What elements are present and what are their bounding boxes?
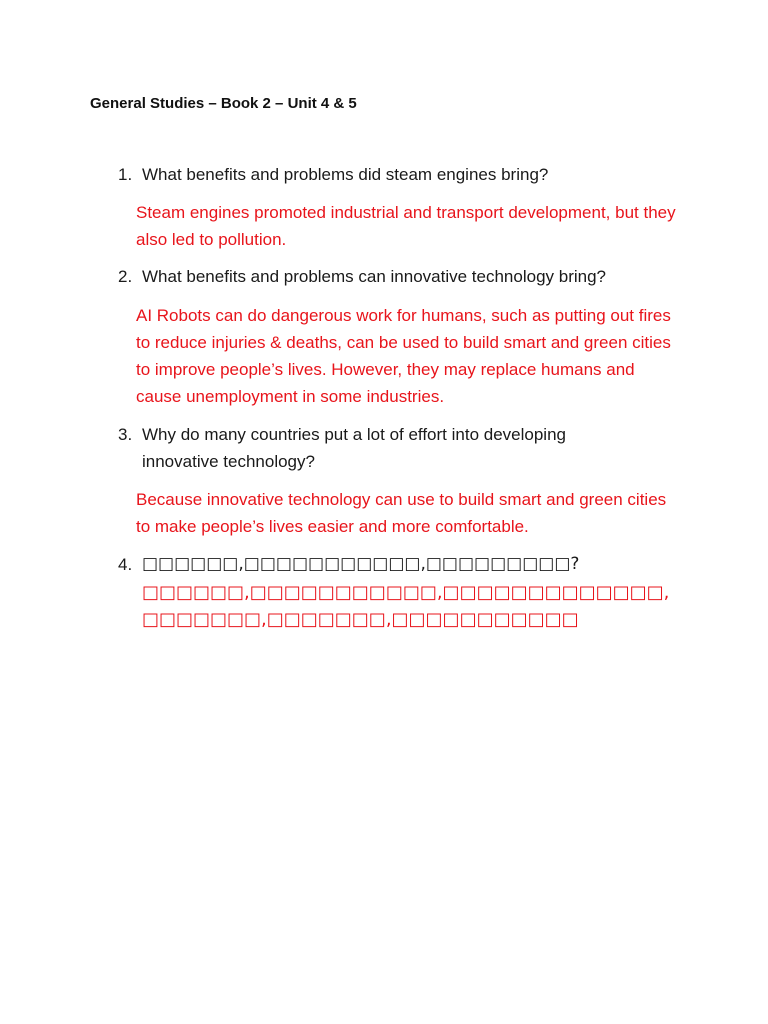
question-text: What benefits and problems did steam engines bring? bbox=[142, 165, 549, 184]
question-number: 3. bbox=[118, 425, 133, 444]
answer-2: AI Robots can do dangerous work for humans, such as putting out fires to reduce injuries & deaths, can be used to build smart and green cities to improve people’s lives. However, they may replace humans and cause unemployment in some industries. bbox=[136, 306, 671, 406]
question-text: What benefits and problems can innovative technology bring? bbox=[142, 267, 607, 286]
answer-3: Because innovative technology can use to build smart and green cities to make people’s lives easier and more comfortable. bbox=[136, 490, 667, 536]
question-4 bbox=[118, 551, 642, 578]
question-text: □□□□□□,□□□□□□□□□□□,□□□□□□□□□? bbox=[142, 554, 580, 574]
question-number: 4. bbox=[118, 555, 133, 574]
question-2 bbox=[118, 263, 642, 290]
question-number: 2. bbox=[118, 267, 133, 286]
answer-4: □□□□□□,□□□□□□□□□□□,□□□□□□□□□□□□□,□□□□□□□,□□□□□□□,□□□□□□□□□□□ bbox=[142, 582, 670, 630]
question-number: 1. bbox=[118, 165, 133, 184]
question-text: Why do many countries put a lot of effort into developing innovative technology? bbox=[142, 425, 566, 471]
question-1 bbox=[118, 161, 642, 188]
answer-1: Steam engines promoted industrial and transport development, but they also led to pollution. bbox=[136, 203, 676, 249]
document-title: General Studies – Book 2 – Unit 4 & 5 bbox=[90, 95, 357, 112]
question-3 bbox=[118, 421, 642, 475]
